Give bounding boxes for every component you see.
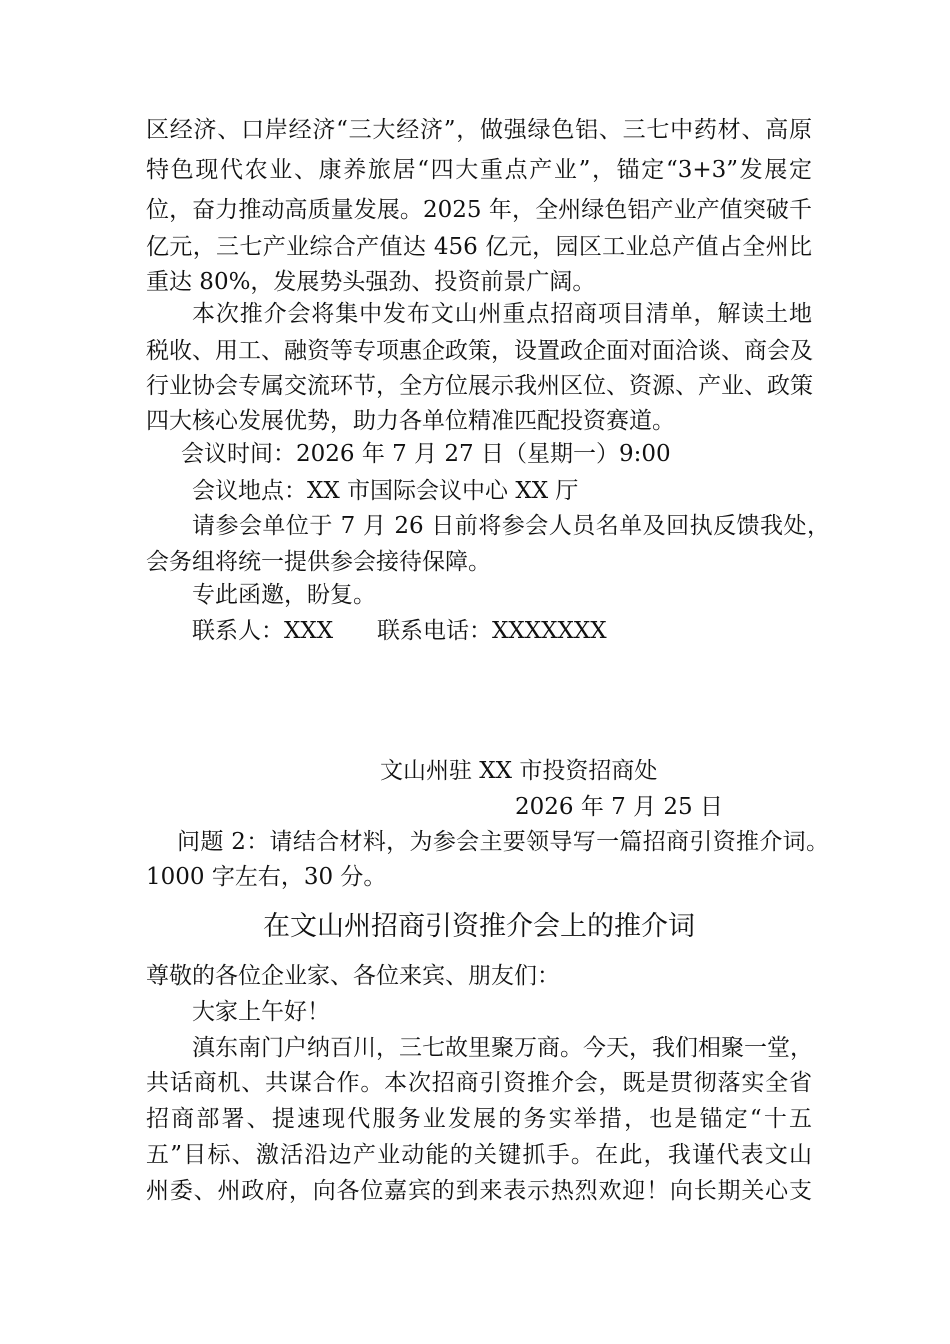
text-line: 重达 80%，发展势头强劲、投资前景广阔。 xyxy=(146,269,596,295)
text-line: 区经济、口岸经济“三大经济”，做强绿色铝、三七中药材、高原 xyxy=(146,117,812,143)
text-line: 共话商机、共谋合作。本次招商引资推介会，既是贯彻落实全省 xyxy=(146,1070,812,1096)
salutation: 尊敬的各位企业家、各位来宾、朋友们： xyxy=(146,963,560,989)
contact-line: 联系人：XXX 联系电话：XXXXXXX xyxy=(192,618,607,644)
speech-title: 在文山州招商引资推介会上的推介词 xyxy=(263,911,695,942)
text-line: 位，奋力推动高质量发展。2025 年，全州绿色铝产业产值突破千 xyxy=(146,197,812,223)
text-line: 四大核心发展优势，助力各单位精准匹配投资赛道。 xyxy=(146,408,675,434)
text-line: 本次推介会将集中发布文山州重点招商项目清单，解读土地 xyxy=(192,301,812,327)
meeting-place: 会议地点：XX 市国际会议中心 XX 厅 xyxy=(192,478,579,504)
text-line: 请参会单位于 7 月 26 日前将参会人员名单及回执反馈我处， xyxy=(192,513,830,539)
date-line: 2026 年 7 月 25 日 xyxy=(515,794,723,820)
text-line: 会务组将统一提供参会接待保障。 xyxy=(146,549,491,575)
sender-line: 文山州驻 XX 市投资招商处 xyxy=(380,758,658,784)
meeting-time: 会议时间：2026 年 7 月 27 日（星期一）9:00 xyxy=(181,441,671,467)
text-line: 招商部署、提速现代服务业发展的务实举措，也是锚定“十五 xyxy=(146,1106,812,1132)
greeting: 大家上午好！ xyxy=(192,999,330,1025)
text-line: 州委、州政府，向各位嘉宾的到来表示热烈欢迎！向长期关心支 xyxy=(146,1178,812,1204)
text-line: 行业协会专属交流环节，全方位展示我州区位、资源、产业、政策 xyxy=(146,373,813,399)
text-line: 问题 2：请结合材料，为参会主要领导写一篇招商引资推介词。 xyxy=(177,829,829,855)
text-line: 税收、用工、融资等专项惠企政策，设置政企面对面洽谈、商会及 xyxy=(146,338,813,364)
text-line: 特色现代农业、康养旅居“四大重点产业”，锚定“3+3”发展定 xyxy=(146,157,812,183)
text-line: 1000 字左右，30 分。 xyxy=(146,864,387,890)
text-line: 亿元，三七产业综合产值达 456 亿元，园区工业总产值占全州比 xyxy=(146,234,812,260)
text-line: 五”目标、激活沿边产业动能的关键抓手。在此，我谨代表文山 xyxy=(146,1142,812,1168)
closing-line: 专此函邀，盼复。 xyxy=(192,582,376,608)
text-line: 滇东南门户纳百川，三七故里聚万商。今天，我们相聚一堂， xyxy=(192,1035,813,1061)
